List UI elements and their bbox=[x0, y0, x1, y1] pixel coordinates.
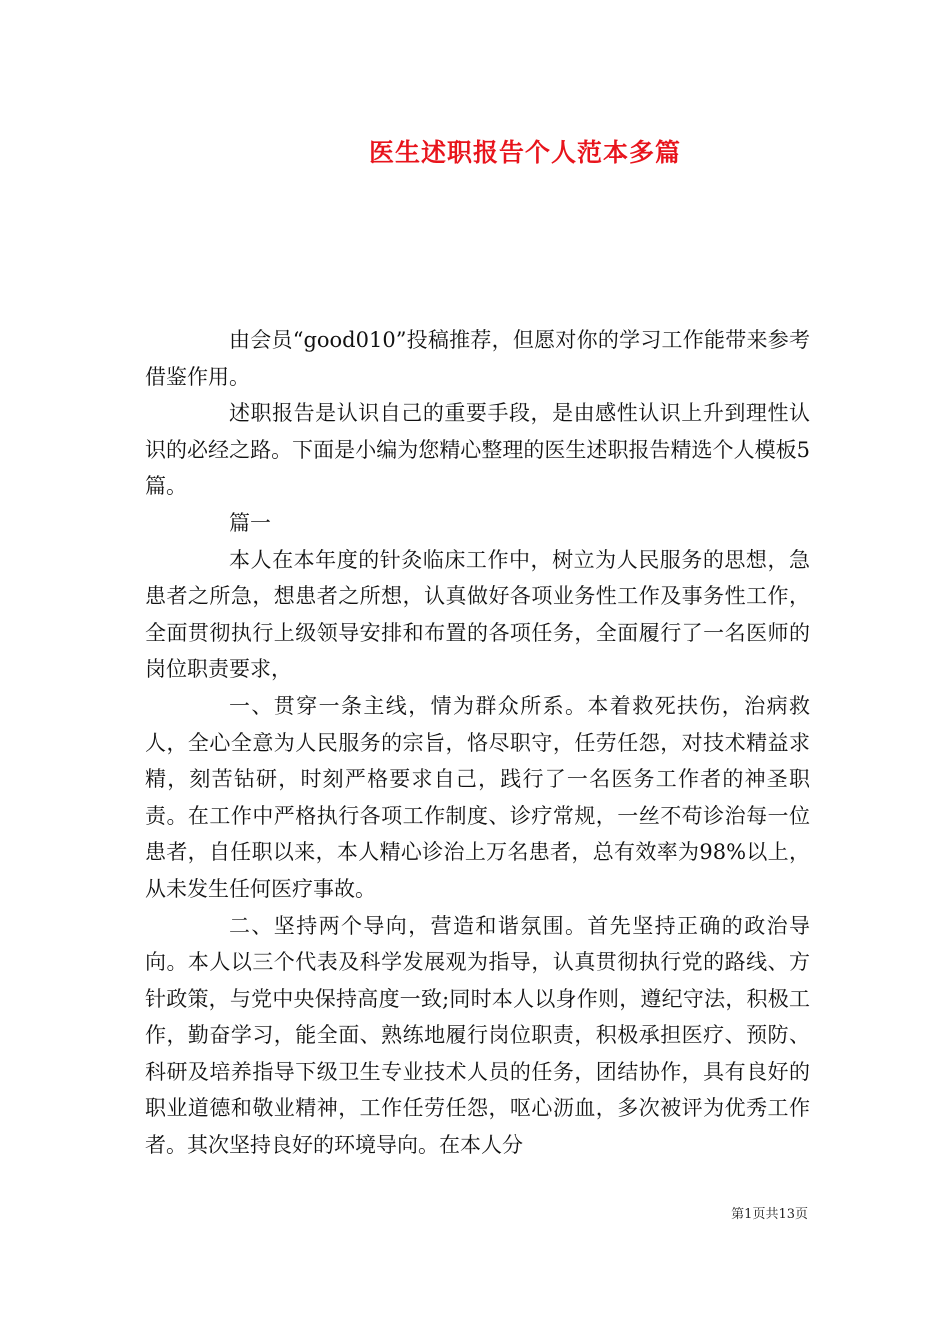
paragraph-3: 二、坚持两个导向，营造和谐氛围。首先坚持正确的政治导向。本人以三个代表及科学发展观为指导，认真贯彻执行党的路线、方针政策，与党中央保持高度一致;同时本人以身作则，遵纪守法，积极工作，勤奋学习，能全面、熟练地履行岗位职责，积极承担医疗、预防、科研及培养指导下级卫生专业技术人员的任务，团结协作，具有良好的职业道德和敬业精神，工作任劳任怨，呕心沥血，多次被评为优秀工作者。其次坚持良好的环境导向。在本人分 bbox=[145, 913, 810, 1158]
paragraph-summary: 述职报告是认识自己的重要手段，是由感性认识上升到理性认识的必经之路。下面是小编为您精心整理的医生述职报告精选个人模板5篇。 bbox=[145, 401, 810, 499]
paragraph-2: 一、贯穿一条主线，情为群众所系。本着救死扶伤，治病救人，全心全意为人民服务的宗旨，恪尽职守，任劳任怨，对技术精益求精，刻苦钻研，时刻严格要求自己，践行了一名医务工作者的神圣职责。在工作中严格执行各项工作制度、诊疗常规，一丝不苟诊治每一位患者，自任职以来，本人精心诊治上万名患者，总有效率为98%以上，从未发生任何医疗事故。 bbox=[145, 693, 810, 901]
paragraph-intro: 由会员“good010”投稿推荐，但愿对你的学习工作能带来参考借鉴作用。 bbox=[145, 328, 810, 389]
document-body bbox=[145, 322, 810, 1164]
section-heading: 篇一 bbox=[229, 510, 271, 535]
page-number: 第1页共13页 bbox=[731, 1207, 808, 1222]
document-title: 医生述职报告个人范本多篇 bbox=[368, 138, 681, 167]
paragraph-1: 本人在本年度的针灸临床工作中，树立为人民服务的思想，急患者之所急，想患者之所想，认真做好各项业务性工作及事务性工作，全面贯彻执行上级领导安排和布置的各项任务，全面履行了一名医师的岗位职责要求， bbox=[145, 547, 810, 682]
